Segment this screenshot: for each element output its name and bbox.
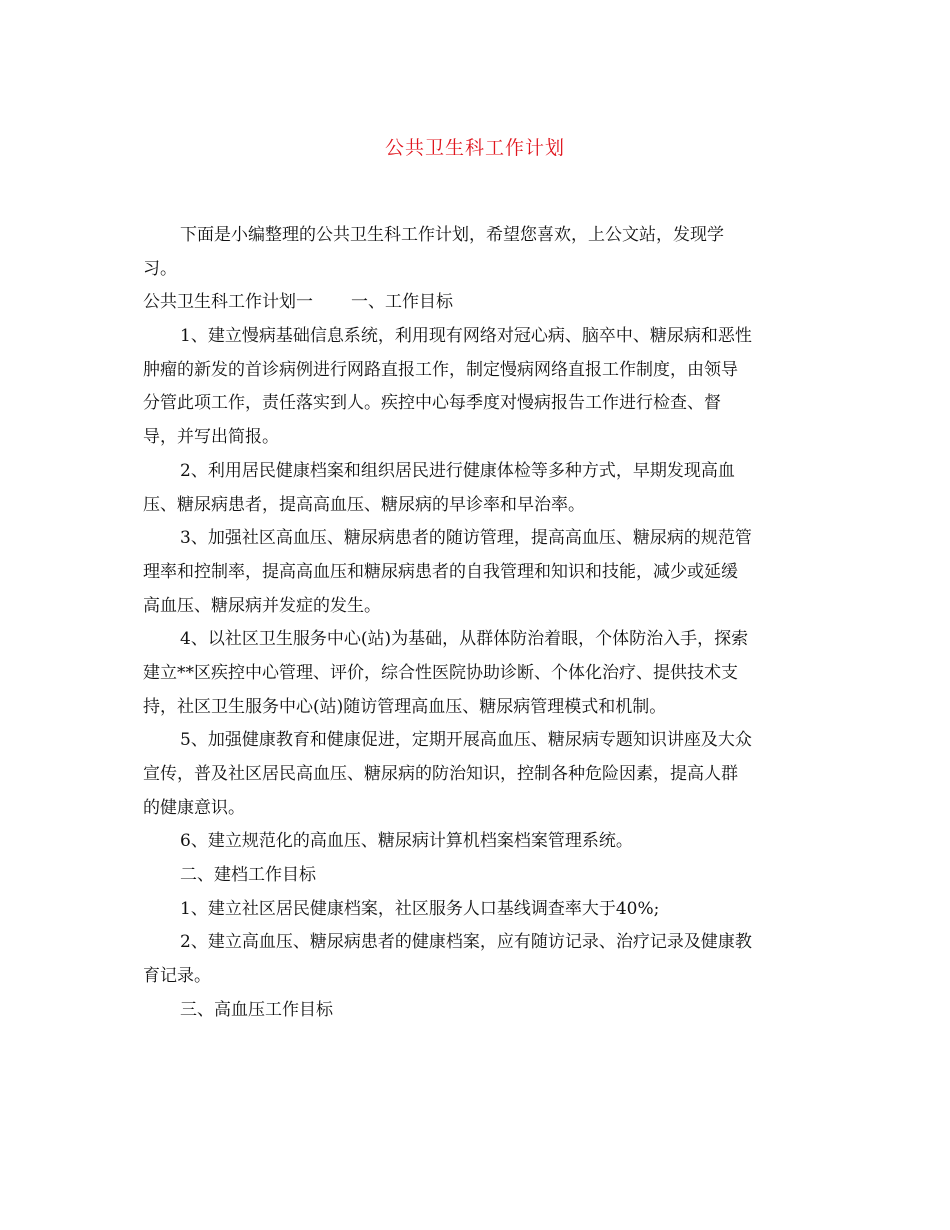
text-line-content: 二、建档工作目标 <box>180 865 316 886</box>
text-line <box>143 590 813 624</box>
text-line <box>143 522 813 556</box>
text-line <box>143 286 813 320</box>
text-line <box>143 758 813 792</box>
text-line-content: 习。 <box>143 258 177 279</box>
section-heading: 一、工作目标 <box>351 292 453 313</box>
text-line <box>143 387 813 421</box>
text-line-content: 高血压、糖尿病并发症的发生。 <box>143 595 381 616</box>
text-line-content: 下面是小编整理的公共卫生科工作计划，希望您喜欢，上公文站，发现学 <box>180 225 724 245</box>
text-line-content: 2、建立高血压、糖尿病患者的健康档案，应有随访记录、治疗记录及健康教 <box>180 932 752 953</box>
text-line-content: 持，社区卫生服务中心(站)随访管理高血压、糖尿病管理模式和机制。 <box>143 696 667 717</box>
document-body <box>143 219 813 1028</box>
text-line-content: 理率和控制率，提高高血压和糖尿病患者的自我管理和知识和技能，减少或延缓 <box>143 561 738 582</box>
text-line-content: 的健康意识。 <box>143 797 245 818</box>
text-line <box>143 724 813 758</box>
text-line-content: 1、建立慢病基础信息系统，利用现有网络对冠心病、脑卒中、糖尿病和恶性 <box>180 326 752 347</box>
text-line-content: 压、糖尿病患者，提高高血压、糖尿病的早诊率和早治率。 <box>143 494 585 515</box>
text-line <box>143 354 813 388</box>
text-line-content: 6、建立规范化的高血压、糖尿病计算机档案档案管理系统。 <box>180 831 633 852</box>
text-line-content: 育记录。 <box>143 966 211 987</box>
text-line-content: 肿瘤的新发的首诊病例进行网路直报工作，制定慢病网络直报工作制度，由领导 <box>143 359 738 380</box>
text-line-content: 宣传，普及社区居民高血压、糖尿病的防治知识，控制各种危险因素，提高人群 <box>143 764 738 784</box>
text-line-content: 2、利用居民健康档案和组织居民进行健康体检等多种方式，早期发现高血 <box>180 460 735 481</box>
text-line-content: 三、高血压工作目标 <box>180 999 333 1020</box>
text-line <box>143 657 813 691</box>
text-line <box>143 859 813 893</box>
text-line <box>143 623 813 657</box>
text-line-content: 分管此项工作，责任落实到人。疾控中心每季度对慢病报告工作进行检查、督 <box>143 393 721 414</box>
text-line <box>143 960 813 994</box>
text-line <box>143 893 813 927</box>
text-line <box>143 489 813 523</box>
text-line <box>143 320 813 354</box>
text-line <box>143 994 813 1028</box>
text-line-content: 导，并写出简报。 <box>143 427 279 448</box>
text-line <box>143 421 813 455</box>
text-line <box>143 792 813 826</box>
text-line <box>143 926 813 960</box>
text-line-content: 5、加强健康教育和健康促进，定期开展高血压、糖尿病专题知识讲座及大众 <box>180 730 752 751</box>
text-line-content: 公共卫生科工作计划一 <box>143 292 313 313</box>
text-line-content: 3、加强社区高血压、糖尿病患者的随访管理，提高高血压、糖尿病的规范管 <box>180 528 752 549</box>
text-line-content: 4、以社区卫生服务中心(站)为基础，从群体防治着眼，个体防治入手，探索 <box>180 629 749 650</box>
text-line <box>143 219 813 253</box>
text-line <box>143 691 813 725</box>
text-line <box>143 455 813 489</box>
text-line <box>143 253 813 287</box>
text-line-content: 建立**区疾控中心管理、评价，综合性医院协助诊断、个体化治疗、提供技术支 <box>143 662 738 683</box>
text-line <box>143 556 813 590</box>
document-title: 公共卫生科工作计划 <box>384 137 565 159</box>
text-line-content: 1、建立社区居民健康档案，社区服务人口基线调查率大于40%; <box>180 898 660 919</box>
text-line <box>143 825 813 859</box>
